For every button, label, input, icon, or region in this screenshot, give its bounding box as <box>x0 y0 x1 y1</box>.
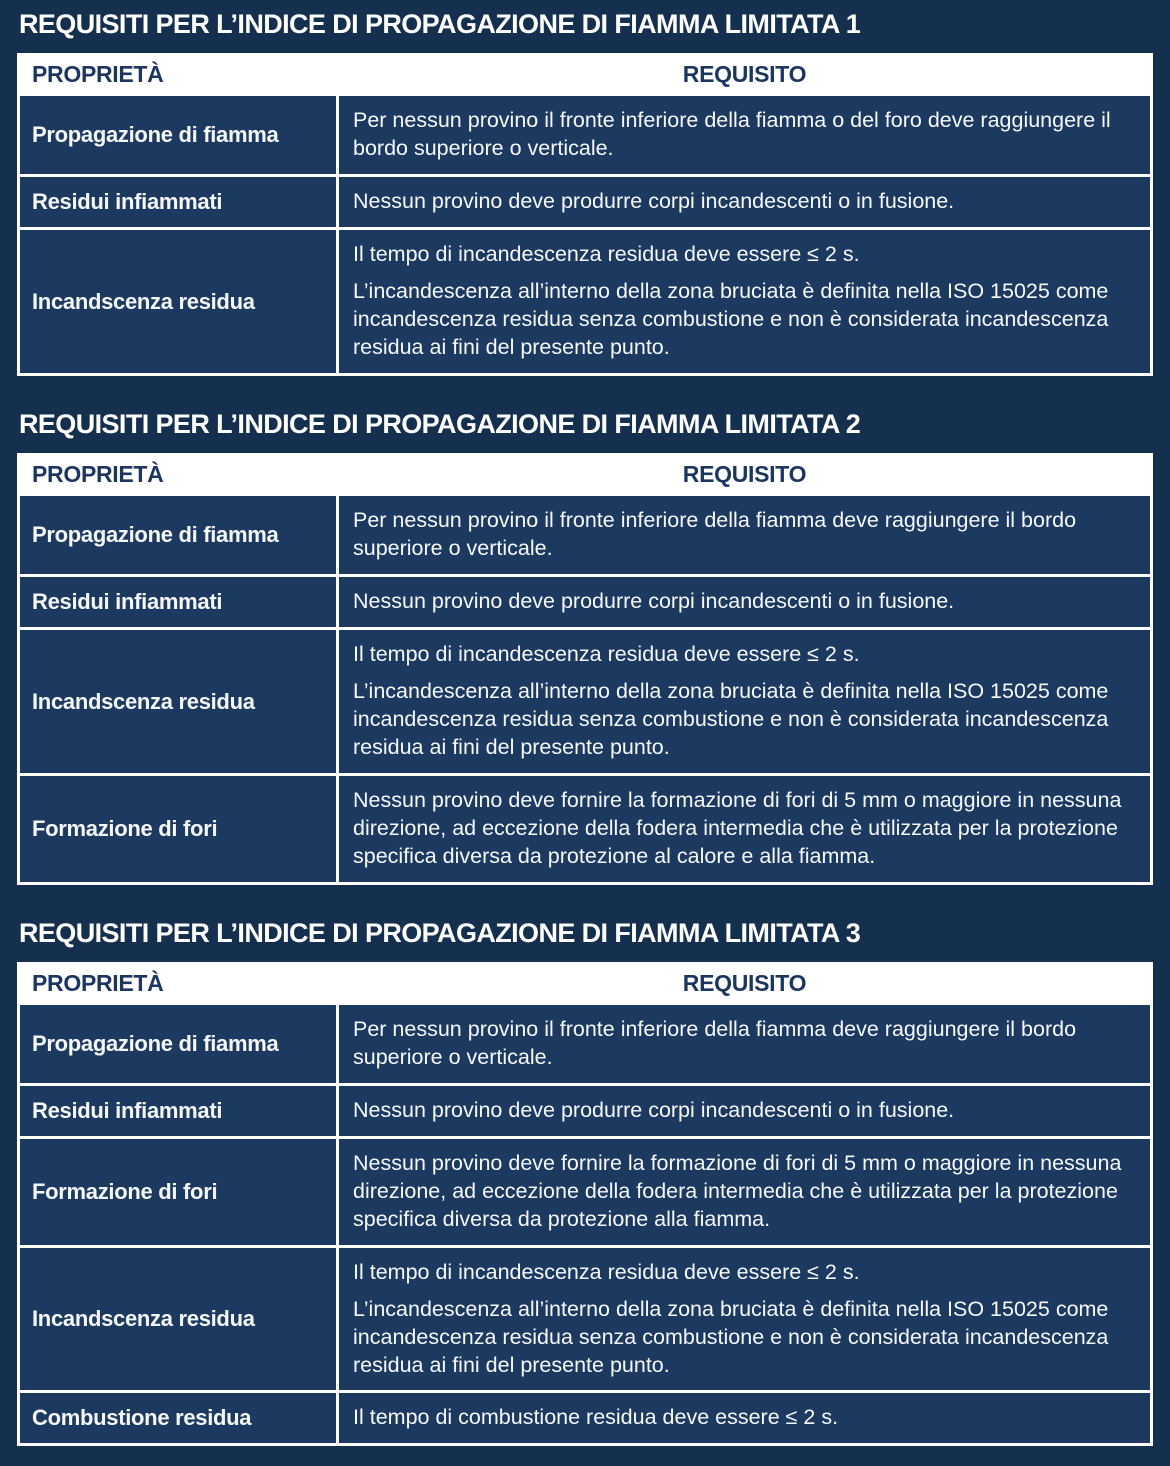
table-row <box>19 1392 1152 1445</box>
requirement-paragraph: Per nessun provino il fronte inferiore della fiamma deve raggiungere il bordo superiore o verticale. <box>353 508 1077 561</box>
table-row <box>19 774 1152 883</box>
table-row <box>19 176 1152 229</box>
table-row <box>19 1246 1152 1392</box>
requirement-cell <box>338 629 1152 775</box>
column-header-proprieta: PROPRIETÀ <box>19 964 338 1004</box>
property-cell: Propagazione di fiamma <box>19 95 338 176</box>
requirement-cell <box>338 229 1152 375</box>
header-row <box>19 964 1152 1004</box>
table-row <box>19 1137 1152 1246</box>
requirement-paragraph: Il tempo di incandescenza residua deve essere ≤ 2 s. <box>353 642 860 667</box>
section-limitata-2 <box>17 408 1153 885</box>
section-title: REQUISITI PER L’INDICE DI PROPAGAZIONE DI FIAMMA LIMITATA 1 <box>19 9 861 39</box>
table-row <box>19 1004 1152 1085</box>
requirements-table-3 <box>17 962 1153 1446</box>
requirement-paragraph: Il tempo di incandescenza residua deve essere ≤ 2 s. <box>353 242 860 267</box>
requirement-paragraph: L’incandescenza all’interno della zona bruciata è definita nella ISO 15025 come incandescenza residua senza combustione e non è considerata incandescenza residua ai fini del presente punto. <box>353 1296 1109 1377</box>
section-title: REQUISITI PER L’INDICE DI PROPAGAZIONE DI FIAMMA LIMITATA 2 <box>19 408 861 439</box>
requirement-cell <box>338 774 1152 883</box>
requirement-paragraph: Nessun provino deve produrre corpi incandescenti o in fusione. <box>353 1097 955 1122</box>
property-cell: Formazione di fori <box>19 1137 338 1246</box>
property-cell: Incandscenza residua <box>19 229 338 375</box>
section-limitata-1 <box>17 8 1153 376</box>
requirement-cell <box>338 495 1152 576</box>
requirement-cell <box>338 176 1152 229</box>
requirement-cell <box>338 1392 1152 1445</box>
table-row <box>19 1084 1152 1137</box>
requirement-cell <box>338 1246 1152 1392</box>
requirement-cell <box>338 1137 1152 1246</box>
requirement-paragraph: L’incandescenza all’interno della zona bruciata è definita nella ISO 15025 come incandescenza residua senza combustione e non è considerata incandescenza residua ai fini del presente punto. <box>353 279 1109 360</box>
property-cell: Propagazione di fiamma <box>19 1004 338 1085</box>
requirement-paragraph: Per nessun provino il fronte inferiore della fiamma deve raggiungere il bordo superiore o verticale. <box>353 1017 1077 1070</box>
table-row <box>19 229 1152 375</box>
section-title: REQUISITI PER L’INDICE DI PROPAGAZIONE DI FIAMMA LIMITATA 3 <box>19 917 861 948</box>
requirement-cell <box>338 1004 1152 1085</box>
section-limitata-3 <box>17 917 1153 1447</box>
table-row <box>19 495 1152 576</box>
property-cell: Residui infiammati <box>19 1084 338 1137</box>
requirements-table-2 <box>17 453 1153 884</box>
column-header-requisito: REQUISITO <box>338 55 1152 95</box>
requirement-paragraph: Nessun provino deve produrre corpi incandescenti o in fusione. <box>353 589 955 614</box>
requirement-paragraph: Nessun provino deve fornire la formazione di fori di 5 mm o maggiore in nessuna direzione, ad eccezione della fodera intermedia che è utilizzata per la protezione specifica diversa da protezione al calore e alla fiamma. <box>353 787 1122 868</box>
requirements-table-1 <box>17 53 1153 376</box>
requirement-paragraph: Il tempo di combustione residua deve essere ≤ 2 s. <box>353 1405 839 1430</box>
requirement-cell <box>338 95 1152 176</box>
table-row <box>19 95 1152 176</box>
property-cell: Incandscenza residua <box>19 1246 338 1392</box>
table-row <box>19 629 1152 775</box>
column-header-requisito: REQUISITO <box>338 455 1152 495</box>
requirement-paragraph: Nessun provino deve fornire la formazione di fori di 5 mm o maggiore in nessuna direzione, ad eccezione della fodera intermedia che è utilizzata per la protezione specifica diversa da protezione alla fiamma. <box>353 1150 1122 1231</box>
column-header-proprieta: PROPRIETÀ <box>19 455 338 495</box>
header-row <box>19 55 1152 95</box>
property-cell: Formazione di fori <box>19 774 338 883</box>
requirement-paragraph: Per nessun provino il fronte inferiore della fiamma o del foro deve raggiungere il bordo superiore o verticale. <box>353 108 1111 161</box>
property-cell: Incandscenza residua <box>19 629 338 775</box>
property-cell: Combustione residua <box>19 1392 338 1445</box>
column-header-requisito: REQUISITO <box>338 964 1152 1004</box>
column-header-proprieta: PROPRIETÀ <box>19 55 338 95</box>
header-row <box>19 455 1152 495</box>
property-cell: Propagazione di fiamma <box>19 495 338 576</box>
property-cell: Residui infiammati <box>19 576 338 629</box>
requirement-paragraph: L’incandescenza all’interno della zona bruciata è definita nella ISO 15025 come incandescenza residua senza combustione e non è considerata incandescenza residua ai fini del presente punto. <box>353 679 1109 759</box>
requirement-cell <box>338 576 1152 629</box>
property-cell: Residui infiammati <box>19 176 338 229</box>
requirement-paragraph: Il tempo di incandescenza residua deve essere ≤ 2 s. <box>353 1259 860 1284</box>
table-row <box>19 576 1152 629</box>
requirement-cell <box>338 1084 1152 1137</box>
requirement-paragraph: Nessun provino deve produrre corpi incandescenti o in fusione. <box>353 189 955 214</box>
